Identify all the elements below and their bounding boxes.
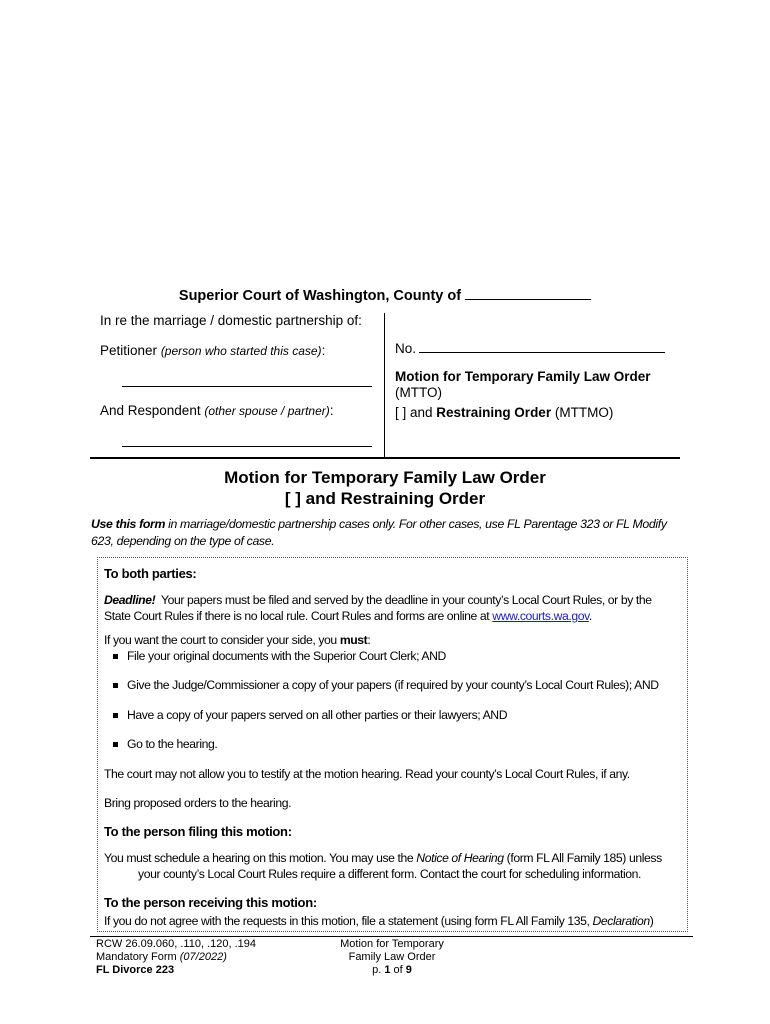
case-number-blank[interactable]	[419, 340, 665, 353]
footer-rule	[90, 936, 693, 937]
footer-center: Motion for Temporary Family Law Order p. 1 of 9	[312, 938, 472, 977]
respondent-label: And Respondent (other spouse / partner):	[100, 403, 334, 418]
document-title: Motion for Temporary Family Law Order [ ] and Restraining Order	[0, 467, 770, 509]
form-code: (MTTO)	[395, 385, 442, 400]
list-item: Go to the hearing.	[113, 737, 217, 751]
petitioner-label: Petitioner (person who started this case):	[100, 343, 326, 358]
consider-text: If you want the court to consider your side, you must:	[104, 633, 371, 647]
filing-heading: To the person filing this motion:	[104, 824, 292, 839]
receiving-text: If you do not agree with the requests in this motion, file a statement (using form FL All Family 135, Declaration)	[104, 914, 654, 928]
list-item: Have a copy of your papers served on all other parties or their lawyers; AND	[113, 708, 507, 722]
court-title: Superior Court of Washington, County of	[0, 287, 770, 304]
restraining-checkbox[interactable]: [ ] and	[395, 405, 433, 420]
page-number: p. 1 of 9	[372, 964, 412, 976]
testify-text: The court may not allow you to testify at the motion hearing. Read your county’s Local Court Rules, if any.	[104, 767, 630, 781]
caption-divider	[384, 313, 385, 458]
in-re-label: In re the marriage / domestic partnership of:	[100, 313, 362, 328]
filing-text-line2: your county’s Local Court Rules require a different form. Contact the court for scheduling information.	[138, 867, 642, 881]
respondent-name-line[interactable]	[122, 446, 372, 447]
document-title-line2: [ ] and Restraining Order	[284, 489, 486, 508]
receiving-heading: To the person receiving this motion:	[104, 895, 317, 910]
list-item: Give the Judge/Commissioner a copy of your papers (if required by your county’s Local Court Rules); AND	[113, 678, 659, 692]
deadline-text: Deadline! Your papers must be filed and served by the deadline in your county’s Local Court Rules, or by the State Court Rules if there is no local rule. Court Rules and forms are online at www.courts.wa.gov.	[104, 593, 652, 623]
petitioner-name-line[interactable]	[122, 386, 372, 387]
both-parties-heading: To both parties:	[104, 566, 197, 581]
form-title-bold: Motion for Temporary Family Law Order	[395, 369, 651, 384]
caption-bottom-rule	[90, 457, 680, 459]
filing-text: You must schedule a hearing on this motion. You may use the Notice of Hearing (form FL All Family 185) unless	[104, 851, 662, 865]
restraining-option: [ ] and Restraining Order (MTTMO)	[395, 405, 614, 420]
list-item: File your original documents with the Superior Court Clerk; AND	[113, 649, 446, 663]
county-blank[interactable]	[465, 287, 591, 300]
intro-text: Use this form in marriage/domestic partnership cases only. For other cases, use FL Parentage 323 or FL Modify 623, depending on the type of case.	[91, 517, 667, 548]
courts-website-link[interactable]: www.courts.wa.gov	[492, 609, 589, 623]
footer-left: RCW 26.09.060, .110, .120, .194 Mandatory Form (07/2022) FL Divorce 223	[96, 938, 257, 976]
case-number: No.	[395, 340, 665, 356]
bring-orders-text: Bring proposed orders to the hearing.	[104, 796, 292, 810]
